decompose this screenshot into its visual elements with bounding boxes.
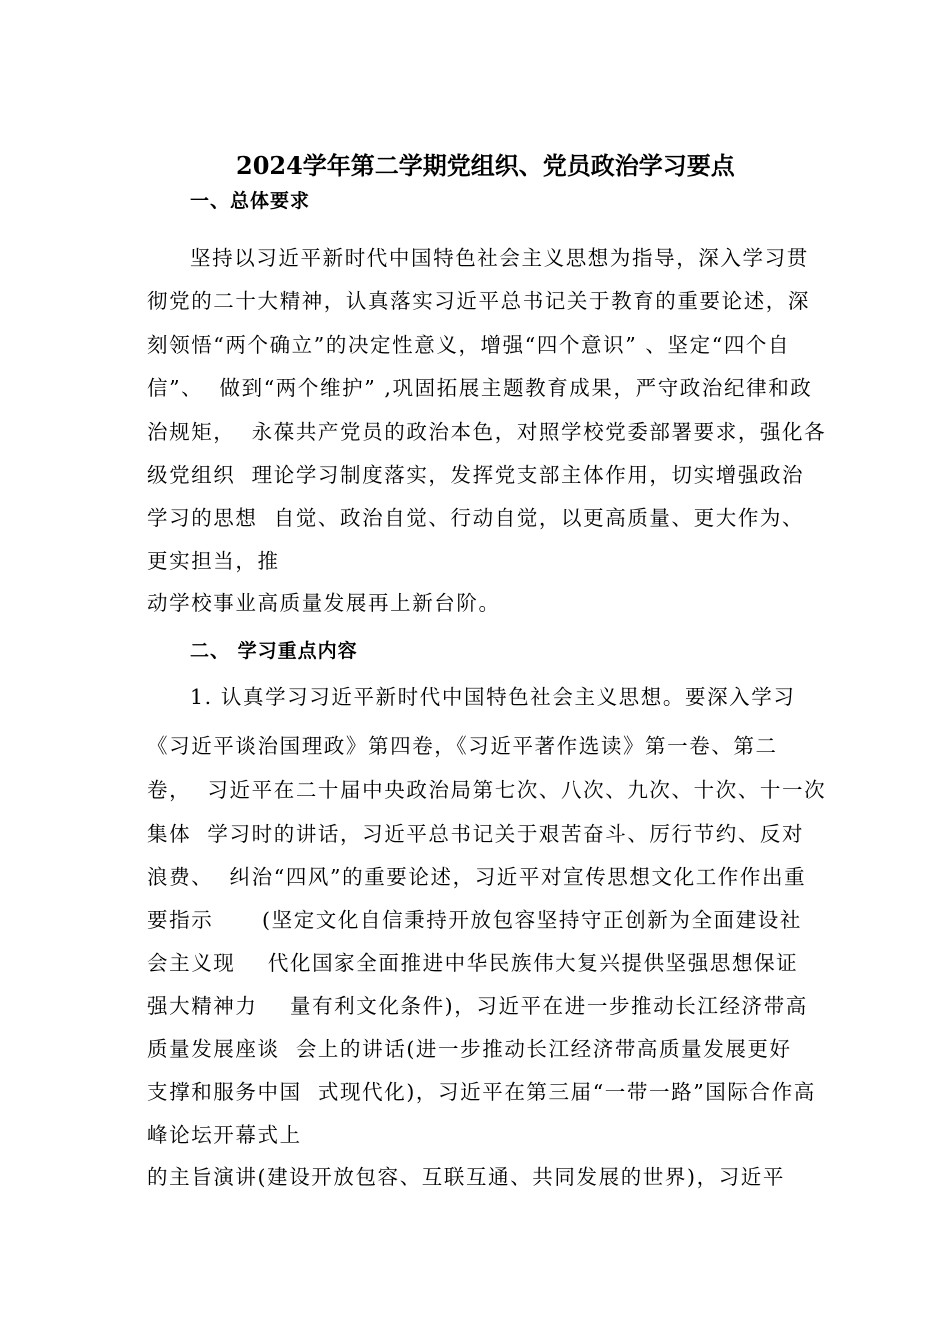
paragraph-line: 更实担当，推 [147,549,280,573]
paragraph-line: 动学校事业高质量发展再上新台阶。 [147,591,501,615]
paragraph-line: 要指示 (坚定文化自信秉持开放包容坚持守正创新为全面建设社 [147,908,802,932]
paragraph-line: 集体 学习时的讲话，习近平总书记关于艰苦奋斗、厉行节约、反对 [147,822,805,846]
paragraph-line: 坚持以习近平新时代中国特色社会主义思想为指导，深入学习贯 [190,246,809,270]
paragraph-line: 卷， 习近平在二十届中央政治局第七次、八次、九次、十次、十一次 [147,778,827,802]
paragraph-line: 治规矩， 永葆共产党员的政治本色，对照学校党委部署要求，强化各 [147,420,827,444]
paragraph-line: 浪费、 纠治“四风”的重要论述，习近平对宣传思想文化工作作出重 [147,865,807,889]
paragraph-line: 会主义现 代化国家全面推进中华民族伟大复兴提供坚强思想保证 [147,951,799,975]
paragraph-line: 刻领悟“两个确立”的决定性意义，增强“四个意识” 、坚定“四个自 [147,333,791,357]
paragraph-line: 1. 认真学习习近平新时代中国特色社会主义思想。要深入学习 [190,685,796,709]
paragraph-line: 信”、 做到“两个维护” ,巩固拓展主题教育成果，严守政治纪律和政 [147,376,813,400]
paragraph-line: 《习近平谈治国理政》第四卷，《习近平著作选读》第一卷、第二 [147,734,778,758]
section-heading-general-requirements: 一、总体要求 [190,190,311,212]
paragraph-line: 级党组织 理论学习制度落实，发挥党支部主体作用，切实增强政治 [147,463,805,487]
paragraph-line: 学习的思想 自觉、政治自觉、行动自觉，以更高质量、更大作为、 [147,506,805,530]
document-title: 2024学年第二学期党组织、党员政治学习要点 [236,151,735,180]
section-heading-key-content: 二、 学习重点内容 [190,640,358,662]
paragraph-line: 彻党的二十大精神，认真落实习近平总书记关于教育的重要论述，深 [147,289,810,313]
paragraph-line: 质量发展座谈 会上的讲话(进一步推动长江经济带高质量发展更好 [147,1037,792,1061]
paragraph-line: 的主旨演讲(建设开放包容、互联互通、共同发展的世界)，习近平 [147,1165,785,1189]
paragraph-line: 峰论坛开幕式上 [147,1123,302,1147]
paragraph-line: 支撑和服务中国 式现代化)，习近平在第三届“一带一路”国际合作高 [147,1080,816,1104]
paragraph-line: 强大精神力 量有利文化条件)，习近平在进一步推动长江经济带高 [147,994,808,1018]
